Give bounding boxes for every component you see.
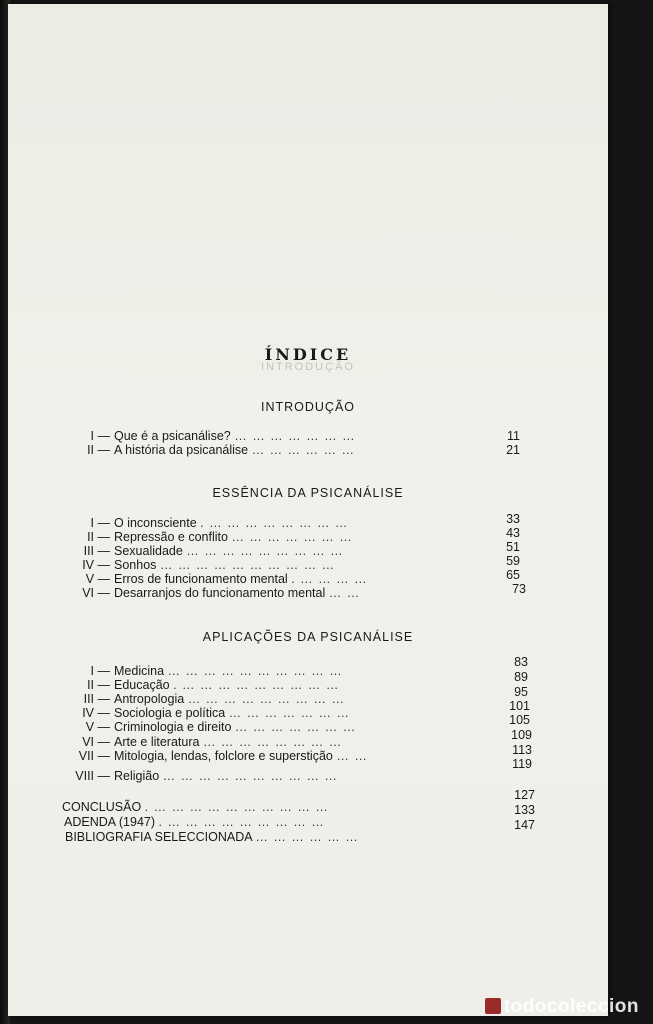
toc-entry: [60, 516, 510, 530]
toc-entry: [60, 749, 520, 763]
toc-entry: [60, 544, 510, 558]
toc-entry: [60, 558, 510, 572]
entry-page: 59: [506, 554, 520, 568]
entry-title: Erros de funcionamento mental: [114, 572, 288, 586]
entry-title: Sonhos: [114, 558, 157, 572]
entry-title: A história da psicanálise: [114, 443, 249, 457]
leader-dots: … … … … … … … … … …: [159, 558, 336, 572]
toc-entry: [60, 735, 510, 749]
entry-page: 109: [511, 728, 532, 742]
toc-entry: [60, 664, 510, 678]
entry-number: II —: [87, 530, 110, 544]
entry-page: 89: [514, 670, 528, 684]
entry-title: CONCLUSÃO: [62, 800, 142, 814]
toc-entry: [60, 530, 510, 544]
entry-title: ADENDA (1947): [64, 815, 156, 829]
entry-title: Antropologia: [114, 692, 185, 706]
leader-dots: … … … … … … … … … …: [162, 769, 338, 783]
entry-page: 127: [514, 788, 535, 802]
entry-page: 83: [514, 655, 528, 669]
leader-dots: … … … … … … … … … …: [167, 664, 343, 678]
leader-dots: … … … … … … … … …: [187, 692, 345, 706]
entry-number: II —: [87, 443, 110, 457]
entry-title: Arte e literatura: [114, 735, 200, 749]
entry-page: 147: [514, 818, 535, 832]
leader-dots: … … … … … …: [251, 443, 355, 457]
leader-dots: . … … … … … … … … … …: [144, 800, 329, 814]
leader-dots: . … … … …: [291, 572, 368, 586]
toc-entry: [60, 692, 510, 706]
leader-dots: … … … … … … … …: [202, 735, 343, 749]
toc-entry: [60, 678, 510, 692]
entry-number: IV —: [82, 706, 110, 720]
entry-number: V —: [85, 572, 110, 586]
entry-number: VIII —: [75, 769, 110, 783]
entry-title: Mitologia, lendas, folclore e superstição: [114, 749, 333, 763]
entry-page: 51: [506, 540, 520, 554]
entry-title: Sociologia e política: [114, 706, 226, 720]
leader-dots: . … … … … … … … … …: [173, 678, 340, 692]
leader-dots: … … … … … …: [255, 830, 359, 844]
entry-title: Repressão e conflito: [114, 530, 228, 544]
toc-entry: [60, 443, 510, 457]
section-heading-essencia: ESSÊNCIA DA PSICANÁLISE: [212, 486, 404, 500]
entry-page: 105: [509, 713, 530, 727]
entry-title: Criminologia e direito: [114, 720, 232, 734]
entry-title: O inconsciente: [114, 516, 197, 530]
leader-dots: . … … … … … … … …: [200, 516, 349, 530]
entry-page: 113: [512, 743, 532, 757]
leader-dots: … … … … … … …: [231, 530, 353, 544]
watermark-logo: [485, 996, 639, 1018]
leader-dots: … …: [328, 586, 361, 600]
toc-entry-adenda: [64, 815, 514, 829]
entry-page: 95: [514, 685, 528, 699]
entry-number: VII —: [78, 749, 110, 763]
entry-number: III —: [83, 692, 110, 706]
entry-number: V —: [85, 720, 110, 734]
entry-page: 133: [514, 803, 535, 817]
toc-entry: [60, 429, 510, 443]
entry-title: BIBLIOGRAFIA SELECCIONADA: [65, 830, 252, 844]
watermark-text: todocoleccion: [503, 996, 639, 1017]
leader-dots: … …: [336, 749, 368, 763]
entry-page: 11: [507, 429, 520, 443]
toc-entry-bibliografia: [65, 830, 515, 844]
entry-title: Desarranjos do funcionamento mental: [114, 586, 326, 600]
entry-number: VI —: [82, 735, 110, 749]
entry-number: VI —: [82, 586, 110, 600]
entry-number: I —: [90, 664, 110, 678]
entry-page: 65: [506, 568, 520, 582]
toc-entry: [60, 720, 510, 734]
leader-dots: … … … … … … …: [228, 706, 351, 720]
entry-page: 21: [506, 443, 520, 457]
section-heading-aplicacoes: APLICAÇÕES DA PSICANÁLISE: [202, 630, 414, 644]
entry-number: III —: [83, 544, 110, 558]
leader-dots: … … … … … … …: [234, 720, 357, 734]
entry-page: 43: [506, 526, 520, 540]
entry-number: I —: [90, 516, 110, 530]
entry-page: 101: [509, 699, 530, 713]
toc-entry: [60, 586, 510, 600]
entry-number: II —: [87, 678, 110, 692]
entry-number: IV —: [82, 558, 110, 572]
entry-title: Educação: [114, 678, 170, 692]
toc-entry-conclusao: [62, 800, 512, 814]
logo-icon: [485, 998, 501, 1014]
entry-page: 73: [512, 582, 526, 596]
entry-page: 119: [512, 757, 532, 771]
leader-dots: … … … … … … …: [234, 429, 356, 443]
entry-title: Medicina: [114, 664, 165, 678]
show-through-text: INTRODUÇÃO: [261, 361, 355, 373]
book-page: [8, 4, 608, 1016]
entry-number: I —: [90, 429, 110, 443]
leader-dots: … … … … … … … … …: [186, 544, 344, 558]
section-heading-introducao: INTRODUÇÃO: [260, 400, 356, 414]
entry-page: 33: [506, 512, 520, 526]
toc-entry: [60, 572, 510, 586]
entry-title: Religião: [114, 769, 160, 783]
page-title: ÍNDICE: [264, 345, 352, 364]
toc-entry: [60, 769, 510, 783]
entry-title: Que é a psicanálise?: [114, 429, 231, 443]
entry-title: Sexualidade: [114, 544, 183, 558]
leader-dots: . … … … … … … … … …: [158, 815, 325, 829]
toc-entry: [60, 706, 510, 720]
